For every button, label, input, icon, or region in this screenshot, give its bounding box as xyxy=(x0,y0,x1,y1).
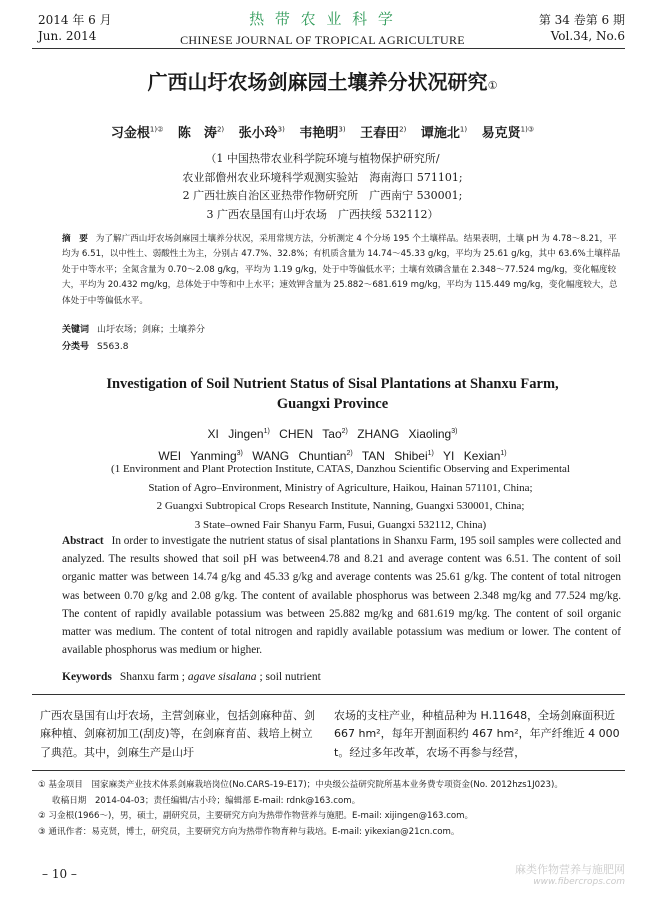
author-cn: 易克贤$^{1)③}$ xyxy=(481,125,535,141)
keywords-en xyxy=(62,671,321,683)
footnotes xyxy=(38,778,625,840)
journal-name-en: CHINESE JOURNAL OF TROPICAL AGRICULTURE xyxy=(180,33,465,47)
author-cn: 王春田$^{2)}$ xyxy=(360,125,407,141)
author-cn: 习金根$^{1)②}$ xyxy=(110,125,164,141)
author-en: WANG Chuntian$^{2)}$ xyxy=(252,449,353,463)
author-en: WEI Yanming$^{3)}$ xyxy=(158,449,243,463)
author-cn: 谭施北$^{1)}$ xyxy=(420,125,468,141)
affiliation-en-line: (1 Environment and Plant Protection Institute, CATAS, Danzhou Scientific Observing and Experimental xyxy=(111,463,570,475)
author-en: CHEN Tao$^{2)}$ xyxy=(279,427,348,441)
page-number: – 10 – xyxy=(42,867,77,881)
affiliation-line: 2 广西壮族自治区亚热带作物研究所 广西南宁 530001; xyxy=(182,189,463,202)
author-en: XI Jingen$^{1)}$ xyxy=(207,427,270,441)
keywords-cn xyxy=(62,322,205,335)
affiliations-cn xyxy=(0,150,645,224)
paper-title-en xyxy=(60,374,605,414)
keywords-en-text: Shanxu farm ; xyxy=(119,671,188,683)
footnote-fund: ① 基金项目 国家麻类产业技术体系剑麻栽培岗位(No.CARS-19-E17)；中央级公益研究院所基本业务费专项资金(No. 2012hzs1J023)。 xyxy=(38,780,563,790)
body-column-right: 农场的支柱产业，种植品种为 H.11648，全场剑麻面积近 667 hm²，每年开割面积约 467 hm²，年产纤维近 4 000 t。经过多年改革，农场不再参与经营， xyxy=(334,709,620,759)
abstract-en-label: Abstract xyxy=(62,535,104,547)
volume-cn: 第 34 卷第 6 期 xyxy=(538,13,625,27)
abstract-cn-label: 摘 要 xyxy=(62,234,88,244)
footnote-first-author: ② 习金根(1966～)，男，硕士，副研究员，主要研究方向为热带作物营养与施肥。E-mail: xijingen@163.com。 xyxy=(38,811,474,822)
keywords-en-italic: agave sisalana xyxy=(187,671,257,683)
keywords-en-label: Keywords xyxy=(62,671,112,683)
body-column-left: 广西农垦国有山圩农场，主营剑麻业，包括剑麻种苗、剑麻种植、剑麻初加工(刮皮)等，在剑麻育苗、栽培上树立了典范。其中，剑麻生产是山圩 xyxy=(40,709,315,759)
abstract-cn-text: 为了解广西山圩农场剑麻园土壤养分状况，采用常规方法，分析测定 4 个分场 195 个土壤样品。结果表明，土壤 pH 为 4.78～8.21，平均为 6.51，以中性土、弱酸性土为主，分别占 47.7%、32.8%；有机质含量为 14.74～45.33 g/kg，平均为 25.61 g/kg，其中 63.6%土壤样品处于中等水平；全氮含量为 0.70～2.08 g/kg，平均为 1.19 g/kg，处于中等偏低水平；土壤有效磷含量在 2.348～77.524 mg/kg，变化幅度较大，平均为 20.432 mg/kg，总体处于中等和中上水平；速效钾含量为 25.882～681.619 mg/kg，平均为 115.449 mg/kg，变化幅度较大，总体处于中等偏低水平。 xyxy=(62,234,621,306)
affiliation-en-line: 2 Guangxi Subtropical Crops Research Institute, Nanning, Guangxi 530001, China; xyxy=(156,500,525,512)
footnote-received: 收稿日期 2014-04-03；责任编辑/古小玲；编辑部 E-mail: rdnk@163.com。 xyxy=(52,795,361,806)
author-en: YI Kexian$^{1)}$ xyxy=(443,449,507,463)
journal-name-cn: 热 带 农 业 科 学 xyxy=(249,10,396,28)
author-cn: 张小玲$^{3)}$ xyxy=(238,125,285,141)
abstract-cn xyxy=(62,232,621,309)
classification-label: 分类号 xyxy=(62,342,90,352)
affiliations-en xyxy=(62,460,619,534)
author-cn: 陈 涛$^{2)}$ xyxy=(177,125,225,141)
affiliation-en-line: 3 State–owned Fair Shanyu Farm, Fusui, Guangxi 532112, China) xyxy=(194,518,487,531)
footnote-divider xyxy=(32,770,625,771)
section-divider xyxy=(32,694,625,695)
issue-date-cn: 2014 年 6 月 xyxy=(38,13,112,27)
watermark-cn: 麻类作物营养与施肥网 xyxy=(515,863,625,876)
affiliation-line: 农业部儋州农业环境科学观测实验站 海南海口 571101; xyxy=(182,170,463,184)
volume-en: Vol.34, No.6 xyxy=(550,29,625,43)
author-en: ZHANG Xiaoling$^{3)}$ xyxy=(357,427,458,441)
title-footnote-mark: ① xyxy=(487,79,498,92)
affiliation-line: （1 中国热带农业科学院环境与植物保护研究所/ xyxy=(205,152,440,165)
header-divider xyxy=(32,48,625,49)
keywords-cn-label: 关键词 xyxy=(62,325,90,335)
author-en-row xyxy=(60,422,605,444)
paper-title-cn xyxy=(0,66,645,95)
keywords-en-text2: ; soil nutrient xyxy=(256,671,321,683)
author-cn: 韦艳明$^{3)}$ xyxy=(299,125,346,141)
author-en: TAN Shibei$^{1)}$ xyxy=(361,449,434,463)
classification-cn xyxy=(62,339,129,352)
abstract-en-text: In order to investigate the nutrient status of sisal plantations in Shanxu Farm, 195 soil samples were collected and analyzed. The results showed that soil pH was between4.78 and 8.21 and average content was 6.51. The content of soil organic matter was between 14.74 g/kg and 45.33 g/kg and average contents was 25.61 g/kg. The content of total nitrogen was between 0.70 g/kg and 2.08 g/kg. The content of available phosphorus was between 2.348 mg/kg and 77.524 mg/kg. The content of rapidly available potassium was between 25.882 mg/kg and 681.619 mg/kg. The content of soil organic matter was medium. The content of total nitrogen and rapidly available potassium was medium or lower. The content of available phosphorus was medium or higher. xyxy=(62,535,621,657)
classification-code: S563.8 xyxy=(97,342,129,352)
watermark xyxy=(515,863,625,889)
title-text: 广西山圩农场剑麻园土壤养分状况研究 xyxy=(147,70,488,94)
author-list-cn xyxy=(0,122,645,141)
affiliation-line: 3 广西农垦国有山圩农场 广西扶绥 532112） xyxy=(206,207,439,221)
footnote-corresponding: ③ 通讯作者：易克贤，博士，研究员，主要研究方向为热带作物育种与栽培。E-mail: yikexian@21cn.com。 xyxy=(38,826,460,837)
keywords-cn-text: 山圩农场；剑麻；土壤养分 xyxy=(97,325,206,335)
title-en-line: Guangxi Province xyxy=(276,396,389,412)
watermark-en: www.fibercrops.com xyxy=(533,877,625,887)
volume-block xyxy=(539,12,625,44)
issue-date-en: Jun. 2014 xyxy=(38,29,97,43)
abstract-en xyxy=(62,532,621,659)
affiliation-en-line: Station of Agro–Environment, Ministry of Agriculture, Haikou, Hainan 571101, China; xyxy=(148,481,533,494)
title-en-line: Investigation of Soil Nutrient Status of Sisal Plantations at Shanxu Farm, xyxy=(106,376,559,392)
